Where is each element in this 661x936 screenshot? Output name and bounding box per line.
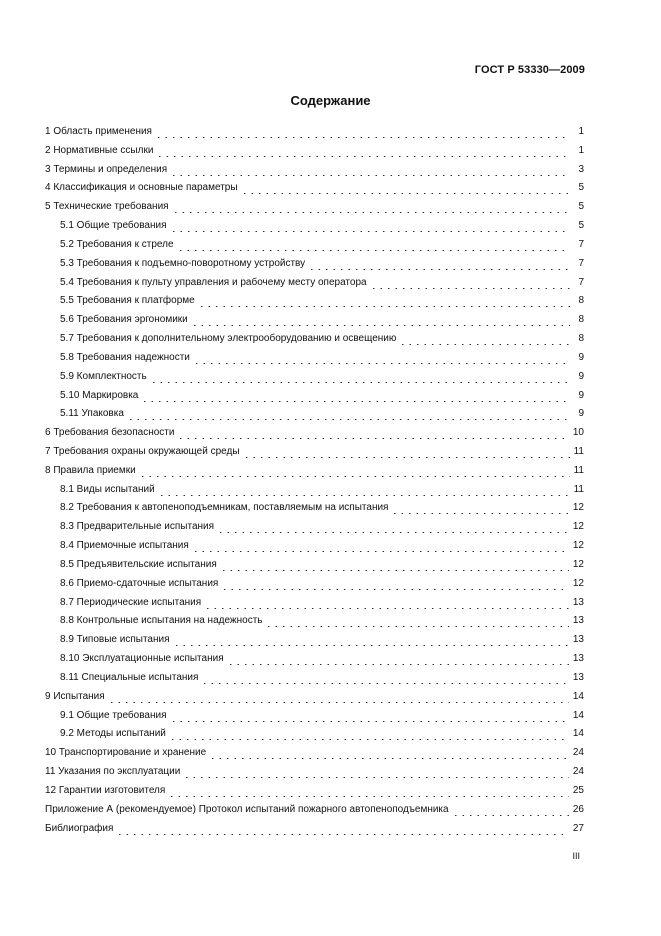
toc-entry-page: 26 [572,803,584,815]
toc-entry-title: 4 Классификация и основные параметры [45,182,238,194]
toc-entry-page: 24 [572,747,584,759]
toc-entry[interactable] [45,630,584,649]
toc-entry-title: 12 Гарантии изготовителя [45,784,166,796]
dot-leader [198,295,570,307]
dot-leader [170,220,570,232]
toc-entry[interactable] [45,329,584,348]
dot-leader [452,804,569,816]
dot-leader [370,277,570,289]
toc-entry-title: 3 Термины и определения [45,163,168,175]
toc-entry-title: 8.3 Предварительные испытания [60,521,215,533]
dot-leader [158,484,570,496]
dot-leader [169,728,569,740]
dot-leader [141,390,570,402]
toc-entry-title: 8.10 Эксплуатационные испытания [60,653,224,665]
toc-entry[interactable] [45,574,584,593]
toc-entry-title: 2 Нормативные ссылки [45,144,154,156]
toc-entry-title: 1 Область применения [45,125,152,137]
dot-leader [156,145,570,157]
dot-leader [204,597,569,609]
toc-entry-title: 10 Транспортирование и хранение [45,747,207,759]
toc-entry-page: 8 [578,314,584,326]
page-number: III [572,851,580,861]
table-of-contents [45,122,584,837]
toc-entry[interactable] [45,725,584,744]
dot-leader [217,521,569,533]
toc-entry-page: 7 [578,276,584,288]
toc-entry-page: 12 [572,577,584,589]
toc-entry-title: 8.9 Типовые испытания [60,634,170,646]
toc-entry-title: 5.11 Упаковка [60,408,124,420]
toc-entry-page: 13 [572,596,584,608]
toc-entry[interactable] [45,178,584,197]
toc-entry-title: 6 Требования безопасности [45,427,175,439]
dot-leader [308,258,570,270]
toc-entry[interactable] [45,423,584,442]
standard-code: ГОСТ Р 53330—2009 [474,64,585,76]
toc-entry-page: 13 [572,671,584,683]
dot-leader [116,823,568,835]
toc-entry[interactable] [45,386,584,405]
toc-entry[interactable] [45,517,584,536]
toc-entry[interactable] [45,404,584,423]
toc-entry-title: 5.5 Требования к платформе [60,295,195,307]
toc-entry-page: 14 [572,728,584,740]
toc-entry-page: 11 [573,483,584,495]
toc-entry-page: 13 [572,653,584,665]
dot-leader [150,371,570,383]
toc-entry-page: 27 [572,822,584,834]
toc-entry-title: 8 Правила приемки [45,464,136,476]
toc-entry-title: 8.11 Специальные испытания [60,671,199,683]
dot-leader [168,785,569,797]
toc-entry-page: 14 [572,690,584,702]
page-title: Содержание [290,93,371,108]
toc-entry-page: 5 [578,201,584,213]
toc-entry[interactable] [45,668,584,687]
toc-entry-page: 1 [578,125,584,137]
toc-entry-page: 11 [573,464,584,476]
toc-entry[interactable] [45,310,584,329]
toc-entry[interactable] [45,555,584,574]
toc-entry-title: Библиография [45,822,114,834]
dot-leader [399,333,570,345]
toc-entry[interactable] [45,273,584,292]
toc-entry-page: 5 [578,220,584,232]
toc-entry[interactable] [45,235,584,254]
toc-entry[interactable] [45,536,584,555]
toc-entry-page: 12 [572,558,584,570]
toc-entry[interactable] [45,706,584,725]
toc-entry-page: 9 [578,351,584,363]
toc-entry-page: 12 [572,502,584,514]
dot-leader [193,352,570,364]
toc-entry[interactable] [45,593,584,612]
toc-entry[interactable] [45,743,584,762]
toc-entry[interactable] [45,687,584,706]
toc-entry-page: 13 [572,634,584,646]
toc-entry-page: 13 [572,615,584,627]
toc-entry-title: 9 Испытания [45,690,105,702]
toc-entry-page: 25 [572,784,584,796]
toc-entry-title: 11 Указания по эксплуатации [45,766,181,778]
dot-leader [241,182,570,194]
toc-entry-page: 3 [578,163,584,175]
toc-entry-title: 5.2 Требования к стреле [60,238,174,250]
toc-entry[interactable] [45,819,584,838]
toc-entry-title: Приложение А (рекомендуемое) Протокол испытаний пожарного автопеноподъемника [45,803,449,815]
toc-entry-page: 10 [572,427,584,439]
toc-entry-title: 5.10 Маркировка [60,389,139,401]
toc-entry[interactable] [45,141,584,160]
toc-entry[interactable] [45,348,584,367]
toc-entry[interactable] [45,499,584,518]
toc-entry-title: 8.5 Предъявительские испытания [60,558,217,570]
toc-entry-page: 8 [578,333,584,345]
dot-leader [221,578,569,590]
toc-entry-page: 5 [578,182,584,194]
dot-leader [209,747,569,759]
dot-leader [173,634,569,646]
dot-leader [183,766,569,778]
dot-leader [243,446,570,458]
toc-entry-title: 8.1 Виды испытаний [60,483,155,495]
toc-entry[interactable] [45,122,584,141]
dot-leader [201,672,568,684]
toc-entry[interactable] [45,254,584,273]
dot-leader [170,710,569,722]
dot-leader [177,239,570,251]
toc-entry[interactable] [45,781,584,800]
dot-leader [391,502,568,514]
toc-entry[interactable] [45,480,584,499]
toc-entry[interactable] [45,800,584,819]
toc-entry-title: 8.4 Приемочные испытания [60,540,189,552]
toc-entry-page: 1 [578,144,584,156]
toc-entry[interactable] [45,367,584,386]
toc-entry[interactable] [45,442,584,461]
toc-entry-title: 5 Технические требования [45,201,169,213]
dot-leader [177,427,568,439]
toc-entry[interactable] [45,649,584,668]
toc-entry-title: 8.8 Контрольные испытания на надежность [60,615,263,627]
toc-entry-title: 5.4 Требования к пульту управления и рабочему месту оператора [60,276,367,288]
toc-entry-page: 11 [573,445,584,457]
dot-leader [127,408,570,420]
toc-entry-title: 8.2 Требования к автопеноподъемникам, поставляемым на испытания [60,502,389,514]
toc-entry-title: 5.6 Требования эргономики [60,314,188,326]
toc-entry[interactable] [45,197,584,216]
toc-entry-page: 14 [572,709,584,721]
toc-entry[interactable] [45,461,584,480]
dot-leader [192,540,569,552]
toc-entry-title: 5.7 Требования к дополнительному электрооборудованию и освещению [60,333,397,345]
toc-entry-title: 9.2 Методы испытаний [60,728,166,740]
toc-entry-title: 5.9 Комплектность [60,370,147,382]
toc-entry-page: 12 [572,540,584,552]
dot-leader [265,615,568,627]
toc-entry-page: 9 [578,370,584,382]
dot-leader [172,201,570,213]
dot-leader [170,164,570,176]
toc-entry-title: 5.8 Требования надежности [60,351,190,363]
toc-entry[interactable] [45,216,584,235]
toc-entry[interactable] [45,160,584,179]
toc-entry-page: 9 [578,389,584,401]
toc-entry-page: 24 [572,766,584,778]
toc-entry-title: 7 Требования охраны окружающей среды [45,445,240,457]
toc-entry-title: 8.7 Периодические испытания [60,596,202,608]
toc-entry-page: 12 [572,521,584,533]
dot-leader [191,314,570,326]
dot-leader [139,465,570,477]
toc-entry[interactable] [45,762,584,781]
toc-entry-page: 7 [578,257,584,269]
toc-entry-page: 9 [578,408,584,420]
toc-entry[interactable] [45,612,584,631]
dot-leader [108,691,569,703]
toc-entry[interactable] [45,291,584,310]
dot-leader [155,126,570,138]
dot-leader [227,653,569,665]
dot-leader [220,559,569,571]
toc-entry-title: 9.1 Общие требования [60,709,167,721]
toc-entry-title: 5.1 Общие требования [60,220,167,232]
toc-entry-title: 5.3 Требования к подъемно-поворотному устройству [60,257,306,269]
toc-entry-page: 7 [578,238,584,250]
toc-entry-page: 8 [578,295,584,307]
toc-entry-title: 8.6 Приемо-сдаточные испытания [60,577,219,589]
